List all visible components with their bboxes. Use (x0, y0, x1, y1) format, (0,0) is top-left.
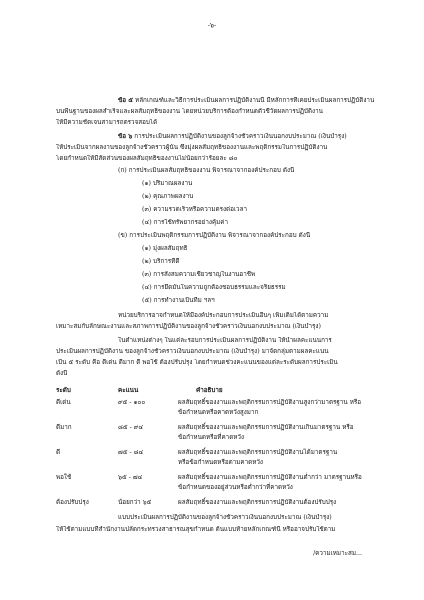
part-b-item: (๕) การทำงานเป็นทีม ฯลฯ (142, 297, 215, 304)
table-row-desc-2: ข้อกำหนดหรือที่คาดหวัง (178, 434, 245, 441)
part-b-item: (๔) การยึดมั่นในความถูกต้องชอบธรรมและจริยธรรม (142, 284, 286, 291)
table-row-level: พอใช้ (56, 474, 72, 481)
sec5-line-3: ให้มีความชัดเจนสามารถตรวจสอบได้ (56, 119, 158, 126)
table-header-description: คำอธิบาย (196, 387, 223, 394)
table-row-desc-2: ข้อกำหนดของอยู่ส่วนหรือต่ำกว่าที่คาดหวัง (178, 484, 293, 491)
table-row-desc-2: หรือข้อกำหนดหรือตามคาดหวัง (178, 459, 263, 466)
part-a-item: (๔) การใช้ทรัพยากรอย่างคุ้มค่า (142, 219, 229, 226)
sec6-line-2: ให้ประเมินจากผลงานของลูกจ้างชั่วคราวผู้นั้น ซึ่งมุ่งผลสัมฤทธิ์ของงานและพฤติกรรมในการปฏิบัติงาน (56, 144, 328, 151)
part-b-item: (๓) การสั่งสมความเชี่ยวชาญในงานอาชีพ (142, 271, 256, 278)
table-header-score: คะแนน (118, 387, 139, 394)
table-row-level: ดีมาก (56, 424, 72, 431)
para3-line-1: แบบประเมินผลการปฏิบัติงานของลูกจ้างชั่วคราวเงินนอกงบประมาณ (เงินบำรุง) (118, 514, 332, 521)
para3-line-2: ให้ใช้ตามแบบที่สำนักงานปลัดกระทรวงสาธารณสุขกำหนด ต้นแบบท้ายหลักเกณฑ์นี้ หรืออาจปรับใช้ตาม (56, 526, 336, 533)
sec5-line-1: ข้อ ๕ หลักเกณฑ์และวิธีการประเมินผลการปฏิบัติงานนี้ มีหลักการที่เคยประเมินผลการปฏิบัติงาน (118, 97, 375, 104)
table-row-desc-1: ผลสัมฤทธิ์ของงานและพฤติกรรมการปฏิบัติงานต่ำกว่า มาตรฐานหรือ (178, 474, 362, 481)
para2-line-1: ในตำแหน่งต่างๆ ในแต่ละรอบการประเมินผลการปฏิบัติงาน ให้นำผลคะแนนการ (118, 337, 332, 344)
sec5-line-2: บนพื้นฐานของผลสำเร็จและผลสัมฤทธิ์ของงาน โดยหน่วยบริการต้องกำหนดตัวชี้วัดผลการปฏิบัติงาน (56, 108, 323, 115)
sec6-line-3: โดยกำหนดให้มีสัดส่วนของผลสัมฤทธิ์ของงานไม่น้อยกว่าร้อยละ ๘๐ (56, 155, 238, 162)
table-row-desc-1: ผลสัมฤทธิ์ของงานและพฤติกรรมการปฏิบัติงานเกินมาตรฐาน หรือ (178, 424, 354, 431)
table-row-desc-1: ผลสัมฤทธิ์ของงานและพฤติกรรมการปฏิบัติงานสูงกว่ามาตรฐาน หรือ (178, 399, 362, 406)
table-row-desc-2: ข้อกำหนดหรือคาดหวังสูงมาก (178, 409, 259, 416)
table-row-score: ๘๕ - ๙๔ (118, 424, 144, 431)
para2-line-3: เป็น ๕ ระดับ คือ ดีเด่น ดีมาก ดี พอใช้ ต้องปรับปรุง โดยกำหนดช่วงคะแนนของแต่ละระดับผลการประเมิน (56, 359, 338, 366)
part-a-heading: (ก) การประเมินผลสัมฤทธิ์ของงาน พิจารณาจากองค์ประกอบ ดังนี้ (118, 167, 295, 174)
part-b-item: (๑) มุ่งผลสัมฤทธิ์ (142, 245, 188, 252)
page-number: -๖- (207, 21, 217, 29)
part-a-item: (๒) คุณภาพผลงาน (142, 193, 194, 200)
table-row-score: ๖๕ - ๗๔ (118, 474, 143, 481)
sec5-label: ข้อ ๕ (118, 97, 134, 104)
part-b-heading: (ข) การประเมินพฤติกรรมการปฏิบัติงาน พิจารณาจากองค์ประกอบ ดังนี้ (118, 232, 311, 239)
table-header-level: ระดับ (56, 387, 71, 394)
sec6-line-1: ข้อ ๖ การประเมินผลการปฏิบัติงานของลูกจ้างชั่วคราวเงินนอกงบประมาณ (เงินบำรุง) (118, 133, 347, 140)
table-row-desc-1: ผลสัมฤทธิ์ของงานและพฤติกรรมการปฏิบัติงานต้องปรับปรุง (178, 499, 337, 506)
part-a-item: (๑) ปริมาณผลงาน (142, 180, 193, 187)
table-row-level: ดี (56, 449, 61, 456)
sec6-label: ข้อ ๖ (118, 133, 133, 140)
table-row-score: ๙๕ - ๑๐๐ (118, 399, 146, 406)
part-a-item: (๓) ความรวดเร็วหรือความตรงต่อเวลา (142, 206, 247, 213)
table-row-level: ดีเด่น (56, 399, 71, 406)
table-row-score: น้อยกว่า ๖๕ (118, 499, 152, 506)
para1-line-2: เหมาะสมกับลักษณะงานและสภาพการปฏิบัติงานของลูกจ้างชั่วคราวเงินนอกงบประมาณ (เงินบำรุง) (56, 323, 321, 330)
part-b-item: (๒) บริการที่ดี (142, 258, 180, 265)
para2-line-2: ประเมินผลการปฏิบัติงาน ของลูกจ้างชั่วคราวเงินนอกงบประมาณ (เงินบำรุง) มาจัดกลุ่มตามผลคะแนน (56, 348, 329, 355)
table-row-score: ๗๕ - ๘๔ (118, 449, 144, 456)
table-row-level: ต้องปรับปรุง (56, 499, 89, 506)
footer-continuation: /ความเหมาะสม... (313, 550, 362, 557)
table-row-desc-1: ผลสัมฤทธิ์ของงานและพฤติกรรมการปฏิบัติงานได้มาตรฐาน (178, 449, 338, 456)
para2-line-4: ดังนี้ (56, 370, 68, 377)
para1-line-1: หน่วยบริการอาจกำหนดให้มีองค์ประกอบการประเมินอื่นๆ เพิ่มเติมได้ตามความ (118, 312, 329, 319)
